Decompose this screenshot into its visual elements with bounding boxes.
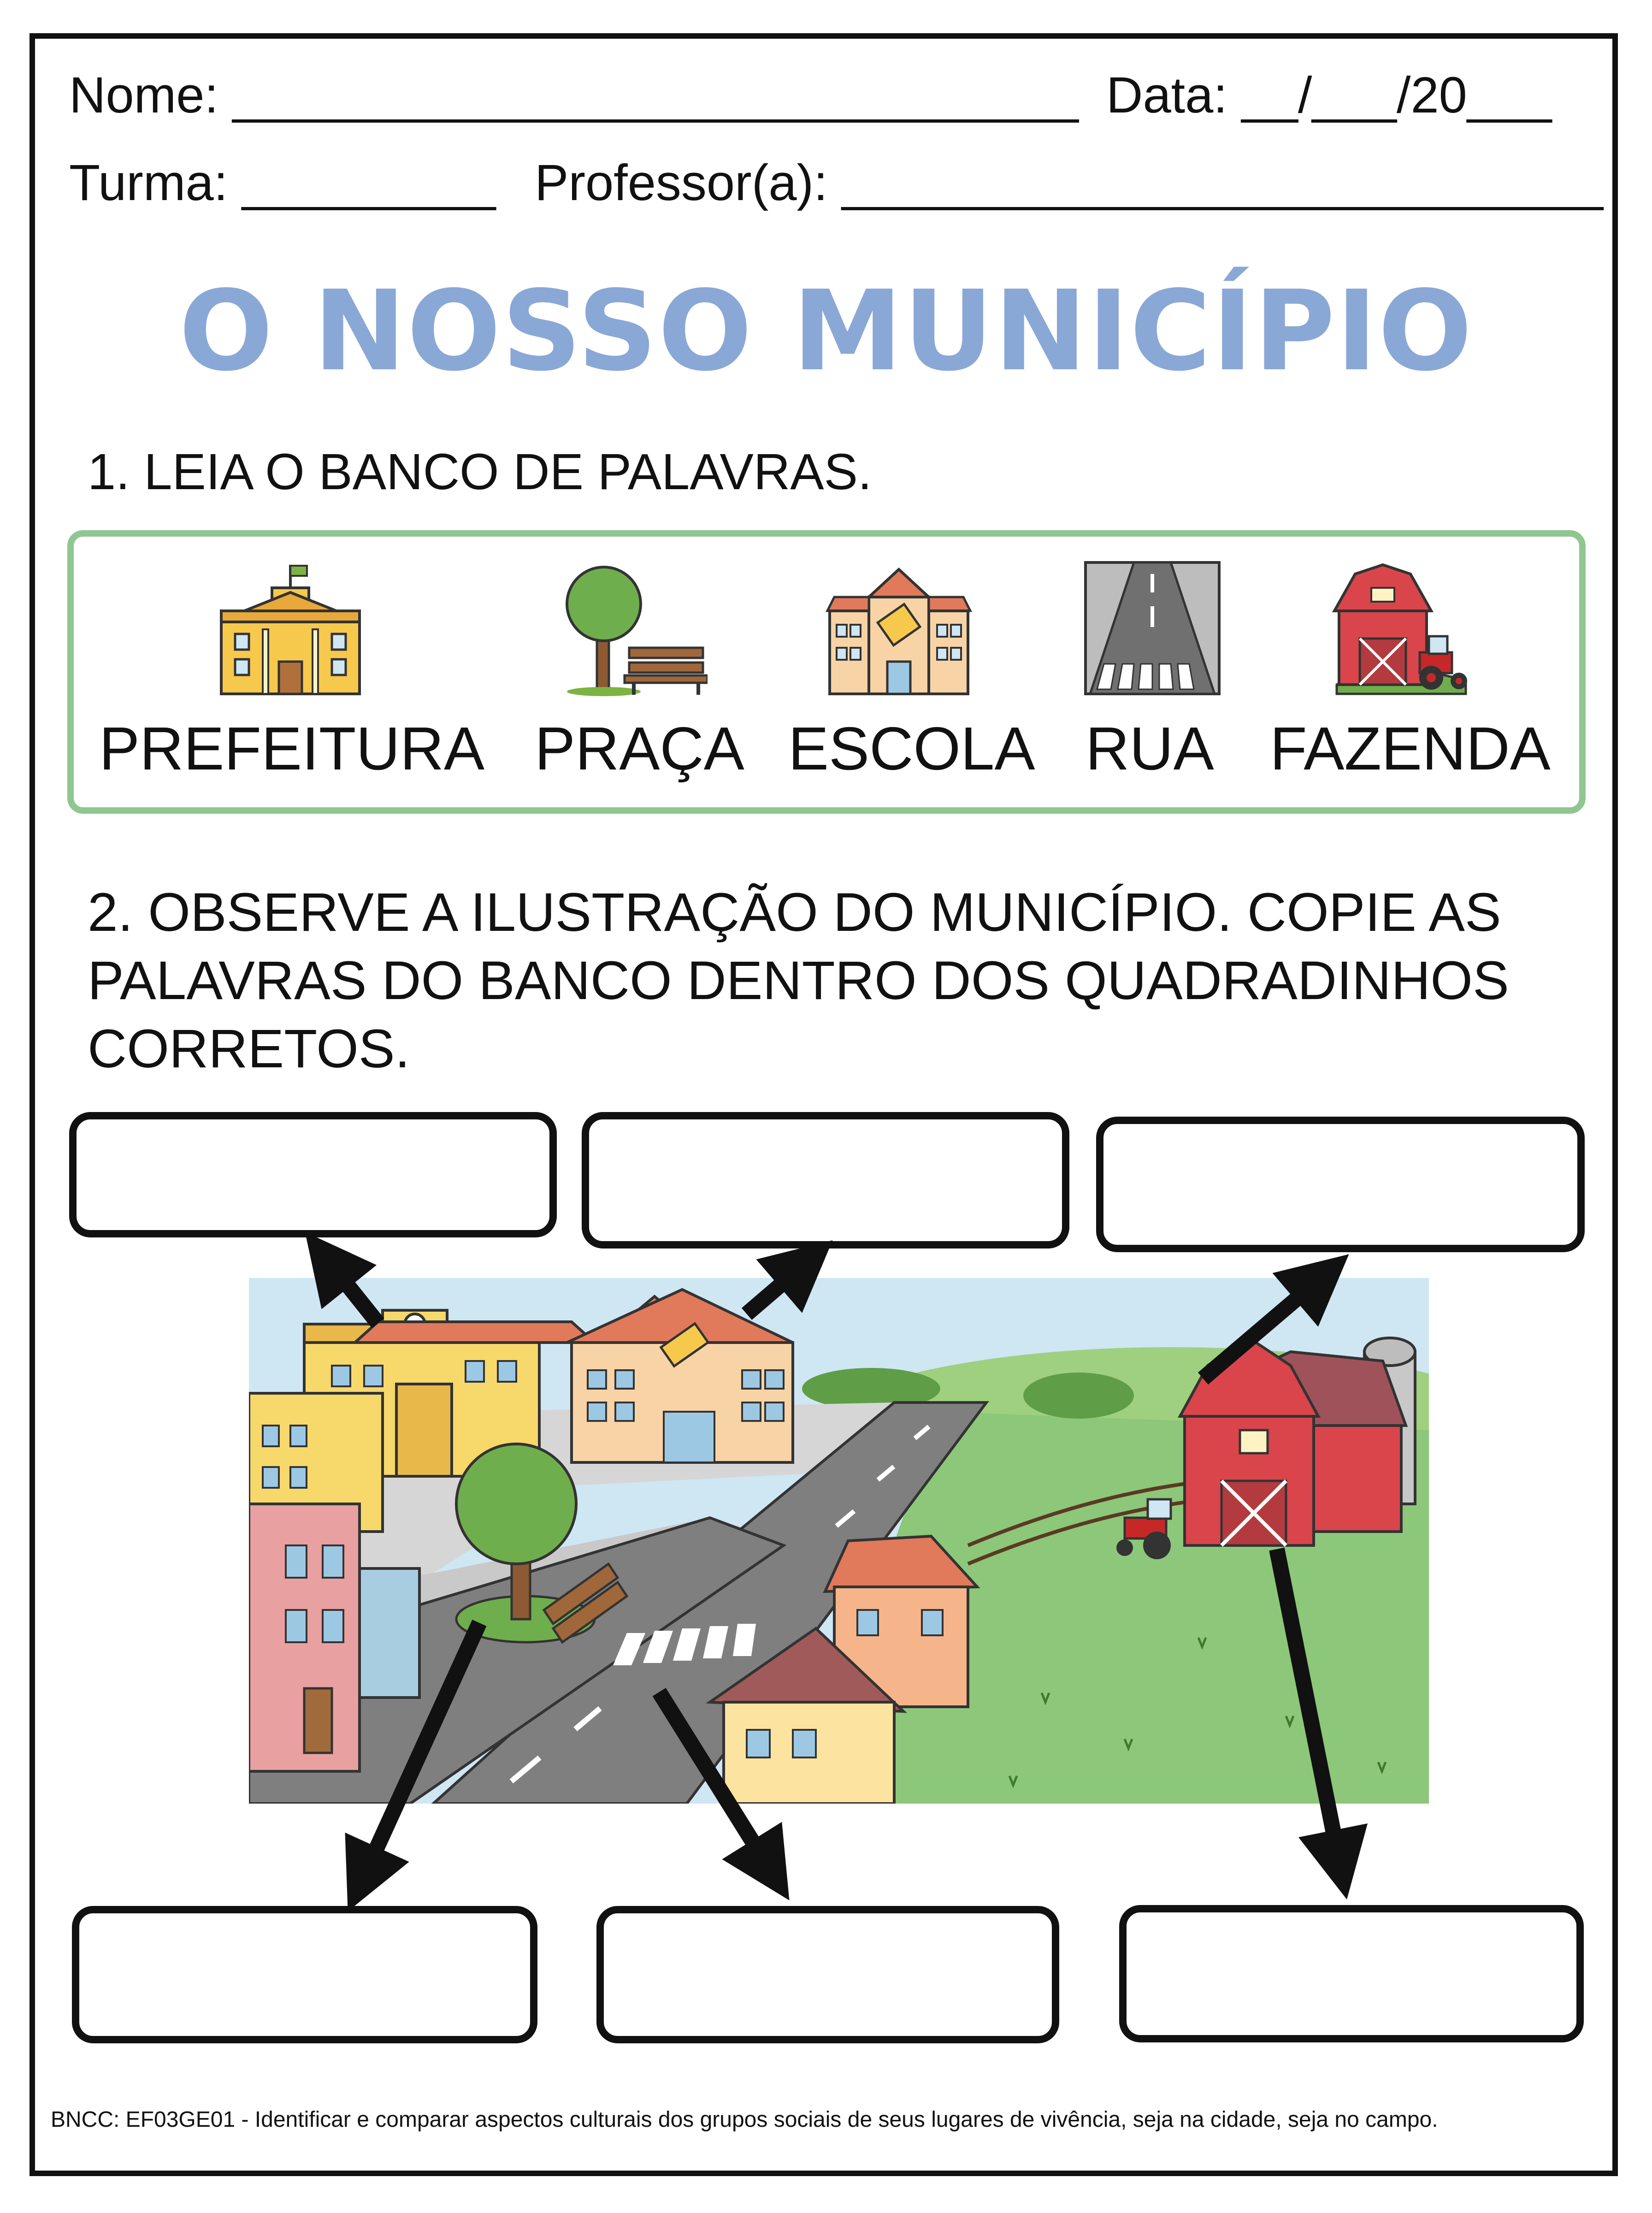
class-label: Turma: bbox=[69, 154, 242, 211]
school-building-icon bbox=[825, 560, 973, 698]
road-crosswalk-icon bbox=[1083, 560, 1231, 698]
class-field bbox=[69, 154, 496, 211]
bank-word-escola: ESCOLA bbox=[788, 715, 1035, 782]
answer-box-bottom-right[interactable] bbox=[1119, 1905, 1584, 2042]
town-illustration bbox=[249, 1278, 1429, 1804]
date-field bbox=[1106, 67, 1552, 124]
teacher-line[interactable]: ___________________________ bbox=[842, 154, 1604, 211]
answer-box-bottom-left[interactable] bbox=[72, 1906, 537, 2043]
teacher-label: Professor(a): bbox=[535, 154, 842, 211]
bank-word-fazenda: FAZENDA bbox=[1270, 715, 1551, 782]
park-bench-tree-icon bbox=[560, 560, 708, 698]
name-label: Nome: bbox=[69, 67, 233, 124]
bank-word-rua: RUA bbox=[1086, 715, 1214, 782]
bank-word-praca: PRAÇA bbox=[535, 715, 744, 782]
teacher-field bbox=[535, 154, 1604, 211]
answer-box-bottom-center[interactable] bbox=[596, 1906, 1059, 2043]
date-label: Data: bbox=[1106, 67, 1242, 124]
answer-box-top-center[interactable] bbox=[582, 1112, 1069, 1249]
page-title: O NOSSO MUNICÍPIO bbox=[179, 266, 1473, 396]
answer-box-top-left[interactable] bbox=[69, 1112, 557, 1237]
date-blank[interactable]: __/___/20___ bbox=[1241, 67, 1552, 124]
class-line[interactable]: _________ bbox=[242, 154, 496, 211]
name-line[interactable]: ______________________________ bbox=[232, 67, 1079, 124]
bncc-footer: BNCC: EF03GE01 - Identificar e comparar aspectos culturais dos grupos sociais de seus lugares de vivência, seja na cidade, seja no campo. bbox=[51, 2107, 1438, 2132]
city-hall-icon bbox=[217, 560, 364, 698]
bank-word-prefeitura: PREFEITURA bbox=[99, 715, 485, 782]
question-1: 1. LEIA O BANCO DE PALAVRAS. bbox=[88, 444, 872, 500]
barn-tractor-icon bbox=[1328, 560, 1475, 698]
question-2: 2. OBSERVE A ILUSTRAÇÃO DO MUNICÍPIO. COPIE AS PALAVRAS DO BANCO DENTRO DOS QUADRADINHOS CORRETOS. bbox=[88, 882, 1509, 1079]
name-field bbox=[69, 67, 1079, 124]
answer-box-top-right[interactable] bbox=[1096, 1117, 1585, 1252]
